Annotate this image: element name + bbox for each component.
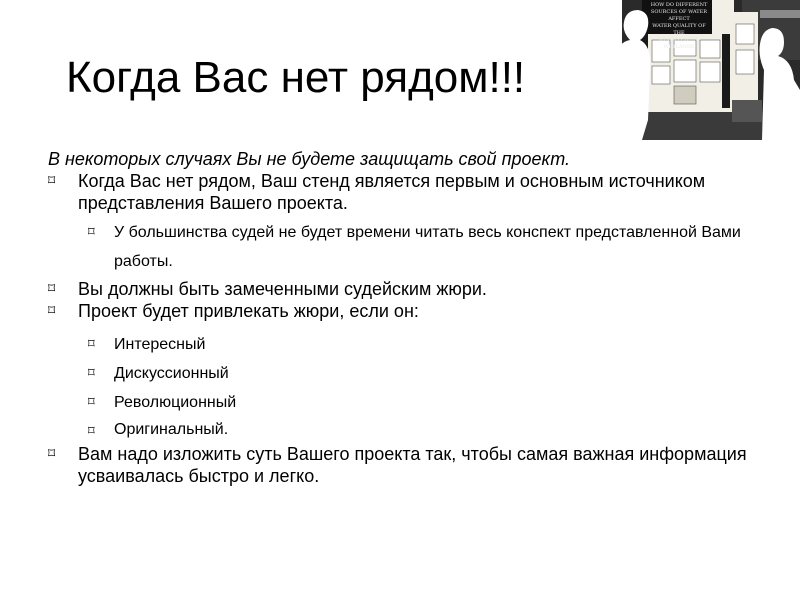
bullet-text: Революционный [114,394,237,411]
bullet-text: Проект будет привлекать жюри, если он: [78,301,419,321]
poster-line: HOW DO DIFFERENT [650,2,708,8]
bullet-icon: ⌑ [48,446,56,462]
bullet-text: Вы должны быть замеченными судейским жюри. [78,279,487,299]
slide-title: Когда Вас нет рядом!!! [66,53,526,102]
poster-line: WATER QUALITY OF THE [652,23,706,36]
bullet-icon: ⌑ [88,395,95,410]
bullet-item [48,170,748,214]
bullet-text: Вам надо изложить суть Вашего проекта так, чтобы самая важная информация усваивалась быстро и легко. [78,444,747,486]
sub-bullet-item [48,330,748,359]
sub-bullet-item [48,388,748,417]
intro-text: В некоторых случаях Вы не будете защищать свой проект. [48,149,570,169]
sub-bullet-item [48,218,748,276]
science-fair-photo [612,0,800,140]
bullet-text: Оригинальный. [114,421,229,438]
bullet-icon: ⌑ [88,424,95,439]
bullet-icon: ⌑ [48,281,56,297]
slide-body [48,148,748,487]
poster-line: SOURCES OF WATER AFFECT [650,9,708,22]
bullet-text: Интересный [114,336,206,353]
bullet-item [48,300,748,322]
bullet-item [48,443,748,487]
sub-bullet-item [48,359,748,388]
bullet-text: Дискуссионный [114,365,229,382]
bullet-text: У большинства судей не будет времени читать весь конспект представленной Вами работы. [114,224,741,270]
bullet-text: Когда Вас нет рядом, Ваш стенд является первым и основным источником представления Вашего проекта. [78,171,706,213]
bullet-icon: ⌑ [88,225,95,240]
bullet-icon: ⌑ [48,173,56,189]
bullet-item [48,278,748,300]
poster-line: WOODS CREEK WETLANDS [658,37,700,50]
bullet-icon: ⌑ [48,303,56,319]
poster-heading [648,2,710,51]
bullet-icon: ⌑ [88,366,95,381]
sub-bullet-item [48,417,748,443]
bullet-icon: ⌑ [88,337,95,352]
